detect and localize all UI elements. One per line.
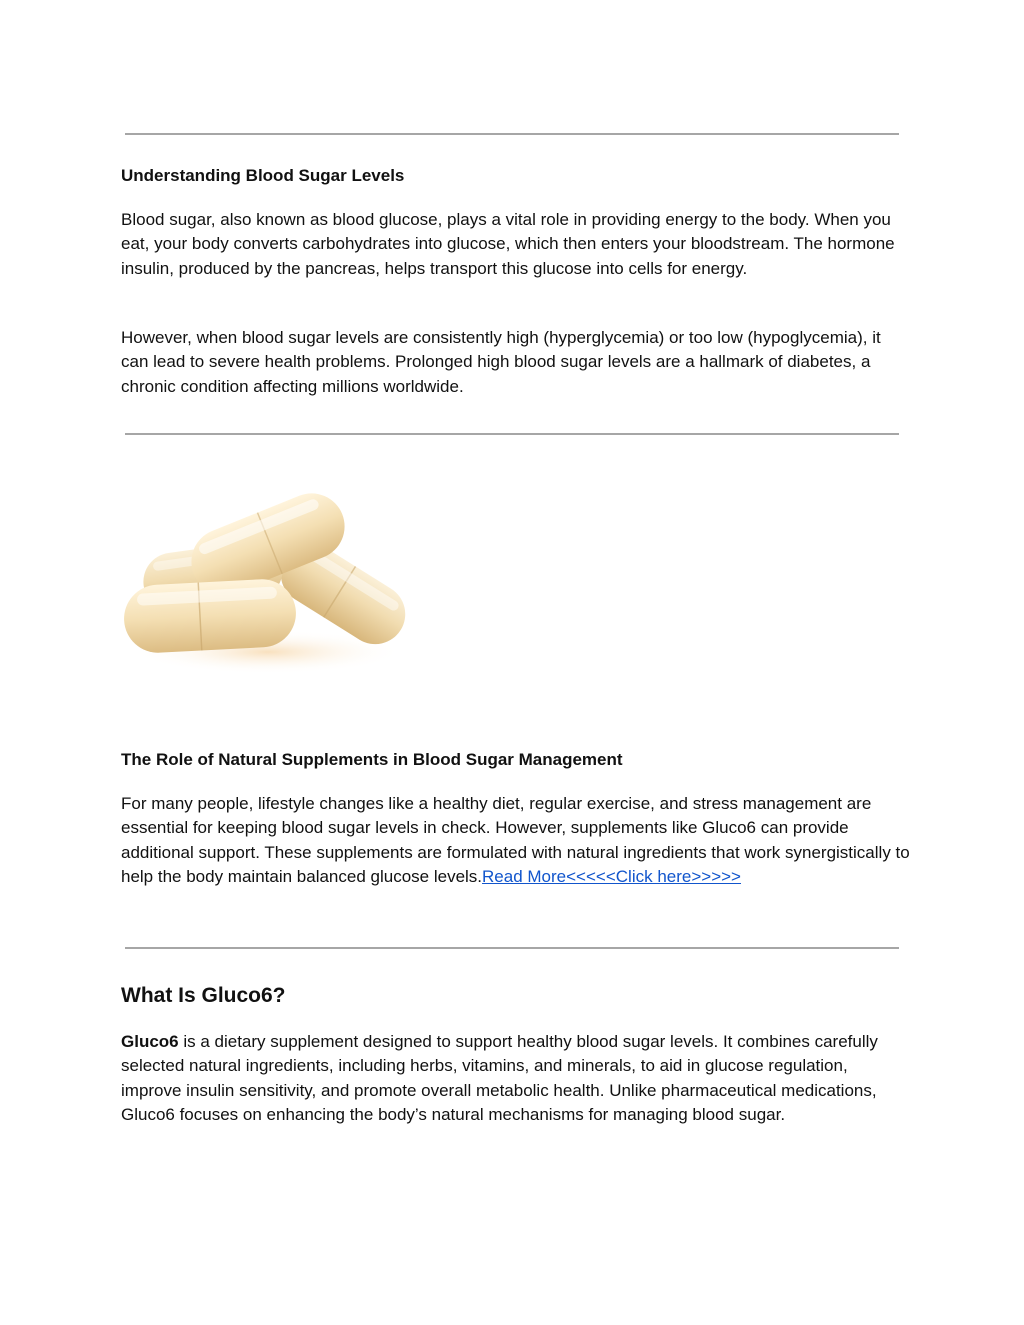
horizontal-rule-middle xyxy=(125,433,899,435)
paragraph-natural-supplements-text: For many people, lifestyle changes like a healthy diet, regular exercise, and stress management are essential for keeping blood sugar levels in check. However, supplements like Gluco6 can provide additional support. These supplements are formulated with natural ingredients that work synergistically to help the body maintain balanced glucose levels. xyxy=(121,794,910,887)
paragraph-blood-sugar-intro: Blood sugar, also known as blood glucose, plays a vital role in providing energy to the body. When you eat, your body converts carbohydrates into glucose, which then enters your bloodstream. The hormone insulin, produced by the pancreas, helps transport this glucose into cells for energy. xyxy=(121,210,895,278)
read-more-link[interactable]: Read More<<<<<Click here>>>>> xyxy=(482,867,741,887)
paragraph-natural-supplements xyxy=(121,792,911,890)
capsules-image xyxy=(118,484,408,684)
horizontal-rule-bottom xyxy=(125,947,899,949)
paragraph-what-is-gluco6-text: is a dietary supplement designed to support healthy blood sugar levels. It combines carefully selected natural ingredients, including herbs, vitamins, and minerals, to aid in glucose regulation, improve insulin sensitivity, and promote overall metabolic health. Unlike pharmaceutical medications, Gluco6 focuses on enhancing the body’s natural mechanisms for managing blood sugar. xyxy=(121,1032,878,1125)
paragraph-what-is-gluco6 xyxy=(121,1030,911,1128)
product-name-bold: Gluco6 xyxy=(121,1032,179,1051)
capsules-icon xyxy=(118,484,408,684)
horizontal-rule-top xyxy=(125,133,899,135)
section-heading-what-is-gluco6: What Is Gluco6? xyxy=(121,984,286,1007)
section-heading-natural-supplements: The Role of Natural Supplements in Blood Sugar Management xyxy=(121,750,623,769)
paragraph-blood-sugar-problems: However, when blood sugar levels are consistently high (hyperglycemia) or too low (hypoglycemia), it can lead to severe health problems. Prolonged high blood sugar levels are a hallmark of diabetes, a chronic condition affecting millions worldwide. xyxy=(121,328,881,396)
section-heading-blood-sugar-levels: Understanding Blood Sugar Levels xyxy=(121,166,405,185)
